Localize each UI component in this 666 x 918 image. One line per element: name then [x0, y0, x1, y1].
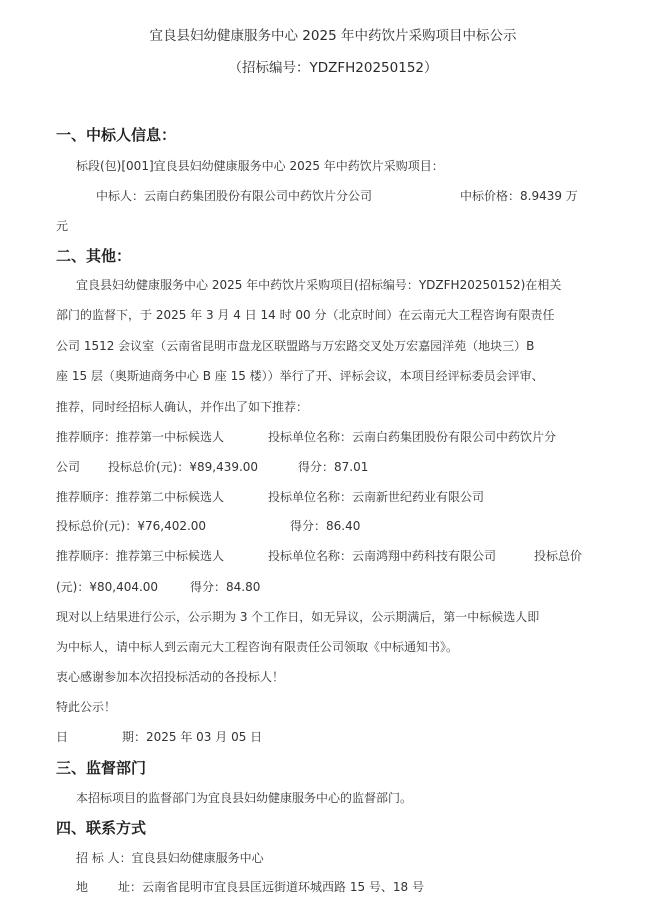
candidate-3-order: 推荐顺序：推荐第三中标候选人 [56, 549, 225, 563]
tender-code: （招标编号：YDZFH20250152） [228, 60, 438, 76]
candidate-2-total: 投标总价(元)：¥76,402.00 [56, 519, 207, 533]
section-supervision-heading: 三、监督部门 [56, 759, 147, 777]
winner-line: 中标人：云南白药集团股份有限公司中药饮片分公司 [96, 189, 373, 203]
section-other-heading: 二、其他： [56, 247, 132, 265]
candidate-1-bidder: 投标单位名称：云南白药集团股份有限公司中药饮片分 [268, 430, 557, 444]
address-label: 地 [76, 880, 89, 894]
candidate-3-total: (元)：¥80,404.00 [56, 580, 159, 594]
paragraph-line: 部门的监督下，于 2025 年 3 月 4 日 14 时 00 分（北京时间）在云南元大工程咨询有限责任 [56, 308, 555, 322]
winning-price-unit: 元 [56, 219, 69, 233]
candidate-2-order: 推荐顺序：推荐第二中标候选人 [56, 490, 225, 504]
notice-line: 为中标人，请中标人到云南元大工程咨询有限责任公司领取《中标通知书》。 [56, 640, 459, 654]
closing-line: 特此公示！ [56, 700, 117, 714]
contact-tenderer: 招 标 人：宜良县妇幼健康服务中心 [76, 851, 264, 865]
address-value: 址：云南省昆明市宜良县匡远街道环城西路 15 号、18 号 [118, 880, 424, 894]
candidate-3-bidder: 投标单位名称：云南鸿翔中药科技有限公司 [268, 549, 497, 563]
paragraph-line: 推荐，同时经招标人确认，并作出了如下推荐： [56, 400, 309, 414]
candidate-1-order: 推荐顺序：推荐第一中标候选人 [56, 430, 225, 444]
winning-price: 中标价格：8.9439 万 [460, 189, 578, 203]
lot-line: 标段(包)[001]宜良县妇幼健康服务中心 2025 年中药饮片采购项目： [76, 159, 444, 173]
candidate-1-score: 得分：87.01 [298, 460, 369, 474]
candidate-1-bidder-cont: 公司 [56, 460, 81, 474]
date-value: 期：2025 年 03 月 05 日 [122, 730, 263, 744]
candidate-3-total-label: 投标总价 [534, 549, 583, 563]
candidate-1-total: 投标总价(元)：¥89,439.00 [108, 460, 259, 474]
thanks-line: 衷心感谢参加本次招投标活动的各投标人！ [56, 670, 285, 684]
paragraph-line: 座 15 层（奥斯迪商务中心 B 座 15 楼））举行了开、评标会议，本项目经评标委员会评审、 [56, 369, 544, 383]
notice-line: 现对以上结果进行公示，公示期为 3 个工作日，如无异议，公示期满后，第一中标候选人即 [56, 610, 540, 624]
candidate-2-score: 得分：86.40 [290, 519, 361, 533]
section-contact-heading: 四、联系方式 [56, 819, 147, 837]
section-winner-heading: 一、中标人信息： [56, 126, 177, 144]
paragraph-line: 公司 1512 会议室（云南省昆明市盘龙区联盟路与万宏路交叉处万宏嘉园洋苑（地块三）B [56, 339, 535, 353]
supervision-text: 本招标项目的监督部门为宜良县妇幼健康服务中心的监督部门。 [76, 791, 413, 805]
page-title: 宜良县妇幼健康服务中心 2025 年中药饮片采购项目中标公示 [149, 28, 517, 44]
candidate-3-score: 得分：84.80 [190, 580, 261, 594]
paragraph-line: 宜良县妇幼健康服务中心 2025 年中药饮片采购项目(招标编号：YDZFH20250152)在相关 [76, 278, 562, 292]
candidate-2-bidder: 投标单位名称：云南新世纪药业有限公司 [268, 490, 485, 504]
date-label: 日 [56, 730, 69, 744]
